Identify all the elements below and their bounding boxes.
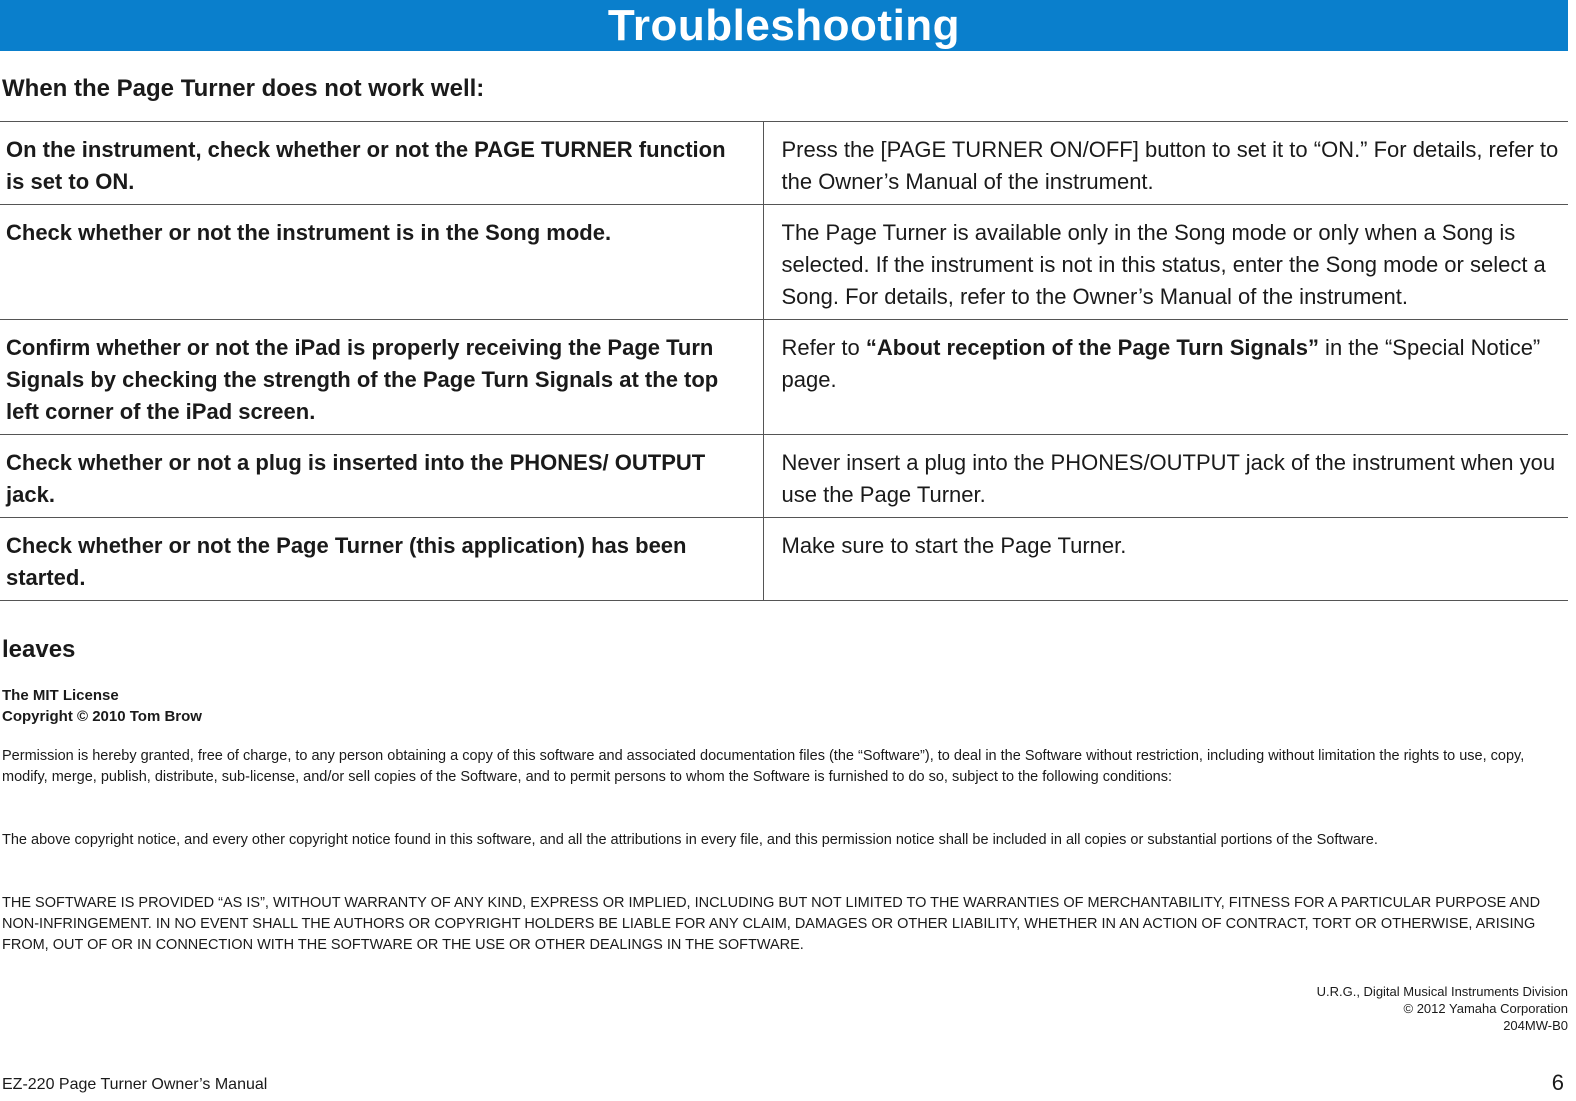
license-paragraph: Permission is hereby granted, free of charge, to any person obtaining a copy of this software and associated documentation files (the “Software”), to deal in the Software without restriction, including without limitation the rights to use, copy, modify, merge, publish, distribute, sub-license, and/or sell copies of the Software, and to permit persons to whom the Software is furnished to do so, subject to the following conditions: bbox=[2, 748, 1525, 785]
section-subtitle: When the Page Turner does not work well: bbox=[2, 75, 485, 102]
remedy-cell bbox=[763, 320, 1568, 435]
license-paragraph: THE SOFTWARE IS PROVIDED “AS IS”, WITHOUT WARRANTY OF ANY KIND, EXPRESS OR IMPLIED, INCLUDING BUT NOT LIMITED TO THE WARRANTIES OF MERCHANTABILITY, FITNESS FOR A PARTICULAR PURPOSE AND NON-INFRINGEMENT. IN NO EVENT SHALL THE AUTHORS OR COPYRIGHT HOLDERS BE LIABLE FOR ANY CLAIM, DAMAGES OR OTHER LIABILITY, WHETHER IN AN ACTION OF CONTRACT, TORT OR OTHERWISE, ARISING FROM, OUT OF OR IN CONNECTION WITH THE SOFTWARE OR THE USE OR OTHER DEALINGS IN THE SOFTWARE. bbox=[2, 895, 1541, 953]
remedy-cell: Make sure to start the Page Turner. bbox=[763, 518, 1568, 601]
license-paragraph: The above copyright notice, and every other copyright notice found in this software, and all the attributions in every file, and this permission notice shall be included in all copies or substantial portions of the Software. bbox=[2, 832, 1378, 848]
check-cell: Check whether or not a plug is inserted into the PHONES/ OUTPUT jack. bbox=[0, 435, 763, 518]
license-heading: leaves bbox=[2, 636, 76, 663]
check-cell: Check whether or not the Page Turner (this application) has been started. bbox=[0, 518, 763, 601]
table-row bbox=[0, 320, 1568, 435]
check-cell: Confirm whether or not the iPad is properly receiving the Page Turn Signals by checking the strength of the Page Turn Signals at the top left corner of the iPad screen. bbox=[0, 320, 763, 435]
remedy-reference: “About reception of the Page Turn Signals” bbox=[865, 335, 1319, 360]
table-row bbox=[0, 435, 1568, 518]
page-title: Troubleshooting bbox=[607, 0, 961, 50]
company-division: U.R.G., Digital Musical Instruments Division bbox=[1316, 984, 1568, 999]
company-info bbox=[1317, 983, 1568, 1034]
license-copyright: Copyright © 2010 Tom Brow bbox=[2, 708, 202, 725]
remedy-suffix: in the “Special Notice” page. bbox=[781, 335, 1541, 392]
check-cell: On the instrument, check whether or not the PAGE TURNER function is set to ON. bbox=[0, 122, 763, 205]
page-title-banner bbox=[0, 0, 1568, 51]
footer-manual-title: EZ-220 Page Turner Owner’s Manual bbox=[2, 1076, 268, 1093]
remedy-cell: Never insert a plug into the PHONES/OUTPUT jack of the instrument when you use the Page Turner. bbox=[763, 435, 1568, 518]
troubleshooting-table bbox=[0, 121, 1568, 601]
table-row bbox=[0, 518, 1568, 601]
remedy-cell: The Page Turner is available only in the Song mode or only when a Song is selected. If the instrument is not in this status, enter the Song mode or select a Song. For details, refer to the Owner’s Manual of the instrument. bbox=[763, 205, 1568, 320]
document-code: 204MW-B0 bbox=[1503, 1018, 1568, 1033]
page-number: 6 bbox=[1551, 1070, 1564, 1095]
company-copyright: © 2012 Yamaha Corporation bbox=[1403, 1001, 1568, 1016]
remedy-prefix: Refer to bbox=[781, 335, 866, 360]
license-name: The MIT License bbox=[2, 687, 119, 704]
table-row bbox=[0, 205, 1568, 320]
check-cell: Check whether or not the instrument is in the Song mode. bbox=[0, 205, 763, 320]
remedy-cell: Press the [PAGE TURNER ON/OFF] button to set it to “ON.” For details, refer to the Owner’s Manual of the instrument. bbox=[763, 122, 1568, 205]
table-row bbox=[0, 122, 1568, 205]
